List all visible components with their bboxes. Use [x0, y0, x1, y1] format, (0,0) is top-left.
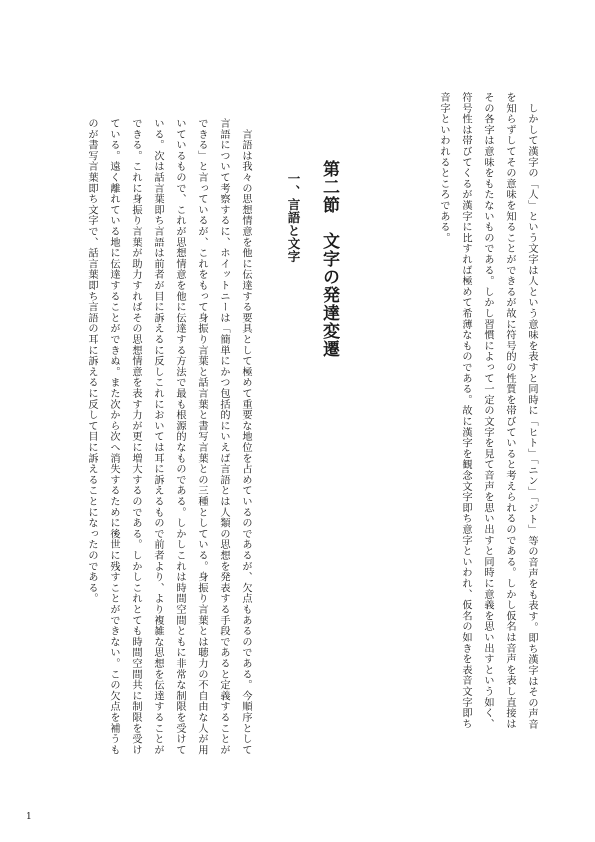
body-line: を知らずしてその意味を知ることができるが故に符号的の性質を帯びていると考えられるのである。しかし仮名は音声を表し直接は [504, 92, 515, 730]
body-line: ている。遠く離れている地に伝達することができぬ。また次から次へ消失するために後世に残すことができない。この欠点を補うも [108, 118, 119, 756]
body-line: のが書写言葉即ち文字で、話言葉即ち言語の耳に訴えるに反して目に訴えることになったのである。 [86, 118, 97, 604]
body-line: その各字は意味をもたないものである。しかし習慣によって一定の文字を見て音声を思い出すと同時に意義を思い出すという如く、 [482, 92, 493, 730]
body-line: いる。次は話言葉即ち言語は前者が目に訴えるに反しこれにおいては耳に訴えるもので前者より、より複雑な思想を伝達することが [152, 118, 163, 756]
body-line: いているもので、これが思想情意を他に伝達する方法で最も根源的なものである。しかしこれは時間空間ともに非常な制限を受けて [174, 118, 185, 756]
body-line: 符号性は帯びてくるが漢字に比すれば極めて希薄なものである。故に漢字を観念文字即ち意字といわれ、仮名の如きを表音文字即ち [460, 92, 471, 730]
body-line: 音字といわれるところである。 [438, 92, 449, 244]
body-line: しかして漢字の「人」という文字は人という意味を表すと同時に「ヒト」「ニン」「ジト」等の音声をも表す。即ち漢字はその声音 [526, 92, 537, 730]
section-title: 一、言語と文字 [286, 172, 301, 263]
chapter-title: 第二節 文字の発達変遷 [319, 160, 339, 358]
body-line: できる。これに身振り言葉が助力すればその思想情意を表す力が更に増大するのである。しかしこれとても時間空間共に制限を受け [130, 118, 141, 756]
page-number: 1 [26, 812, 32, 822]
body-line: できる」と言っているが、これをもって身振り言葉と話言葉と書写言葉との三種としている。身振り言葉とは聴力の不自由な人が用 [196, 118, 207, 756]
body-line: 言語は我々の思想情意を他に伝達する要具として極めて重要な地位を占めているのであるが、欠点もあるのである。今順序として [240, 118, 251, 756]
body-line: 言語について考察するに、ホイットニーは「簡単にかつ包括的にいえば言語とは人類の思想を発表する手段であると定義することが [218, 118, 229, 756]
